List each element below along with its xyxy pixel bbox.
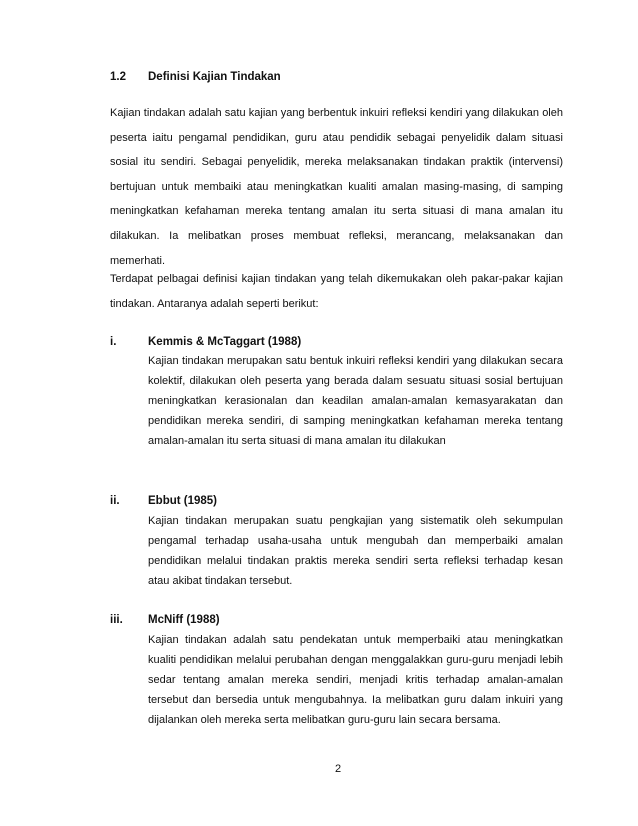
definition-author: Ebbut (1985) [148, 495, 218, 507]
definition-heading [110, 612, 220, 628]
definition-text: Kajian tindakan adalah satu pendekatan untuk memperbaiki atau meningkatkan kualiti pendidikan melalui perubahan dengan menggalakkan guru-guru menjadi lebih sedar tentang amalan mereka sendiri, menjadi kritis terhadap amalan-amalan tersebut dan bersedia untuk mengubahnya. Ia melibatkan guru dalam inkuiri yang dijalankan oleh mereka serta melibatkan guru-guru lain secara bersama. [148, 634, 563, 727]
definition-heading [110, 334, 301, 350]
definition-heading [110, 493, 217, 509]
page-number: 2 [334, 763, 342, 775]
definition-text: Kajian tindakan merupakan satu bentuk inkuiri refleksi kendiri yang dilakukan secara kolektif, dilakukan oleh peserta yang berada dalam sesuatu situasi sosial bertujuan meningkatkan kerasionalan dan keadilan amalan-amalan kemasyarakatan dan pendidikan mereka sendiri, di samping meningkatkan kefahaman mereka tentang amalan-amalan itu serta situasi di mana amalan itu dilakukan [148, 355, 563, 448]
definition-text: Kajian tindakan merupakan suatu pengkajian yang sistematik oleh sekumpulan pengamal terhadap usaha-usaha untuk mengubah dan memperbaiki amalan pendidikan melalui tindakan praktis mereka sendiri serta refleksi terhadap kesan atau akibat tindakan tersebut. [148, 515, 563, 588]
definitions-intro-paragraph: Terdapat pelbagai definisi kajian tindakan yang telah dikemukakan oleh pakar-pakar kajian tindakan. Antaranya adalah seperti berikut: [110, 273, 563, 310]
definition-numeral: i. [110, 336, 117, 348]
section-title: Definisi Kajian Tindakan [148, 71, 281, 83]
intro-paragraph: Kajian tindakan adalah satu kajian yang berbentuk inkuiri refleksi kendiri yang dilakukan oleh peserta iaitu pengamal pendidikan, guru atau pendidik sebagai penyelidik dalam situasi sosial itu sendiri. Sebagai penyelidik, mereka melaksanakan tindakan praktik (intervensi) bertujuan untuk membaiki atau meningkatkan kualiti amalan masing-masing, di samping meningkatkan kefahaman mereka tentang amalan itu serta situasi di mana amalan itu dilakukan. Ia melibatkan proses membuat refleksi, merancang, melaksanakan dan memerhati. [110, 107, 563, 267]
definition-author: McNiff (1988) [148, 614, 220, 626]
definition-numeral: iii. [110, 614, 123, 626]
section-number: 1.2 [110, 71, 126, 83]
definition-author: Kemmis & McTaggart (1988) [148, 336, 302, 348]
section-heading [110, 69, 281, 85]
definition-numeral: ii. [110, 495, 120, 507]
